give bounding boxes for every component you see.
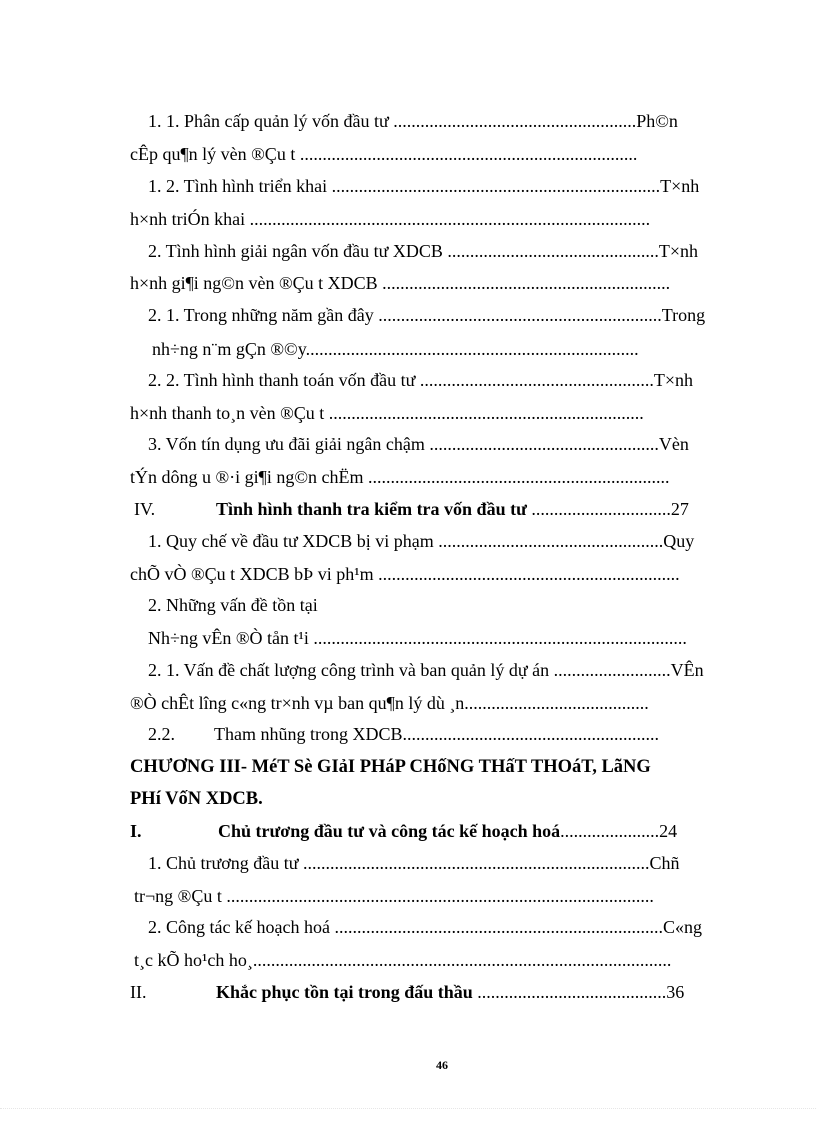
footer-divider [0,1108,816,1109]
section-title: Tình hình thanh tra kiểm tra vốn đầu tư [216,499,527,519]
section-leader: ..........................................36 [472,982,685,1002]
section-number: IV. [134,499,156,519]
toc-line: h×nh gi¶i ng©n vèn ®Çu t XDCB ................................................................ [130,273,671,293]
section-leader: ......................24 [560,821,678,841]
toc-line: cÊp qu¶n lý vèn ®Çu t ........................................................................... [130,144,638,164]
toc-line: tr¬ng ®Çu t ............................................................................................... [134,886,654,906]
toc-line-2-2 [148,723,692,745]
section-number: 2.2. [148,724,175,744]
toc-section-i [130,820,710,842]
section-leader: ...............................27 [526,499,689,519]
toc-line: 2. Những vấn đề tồn tại [148,595,318,615]
toc-line: chÕ vÒ ®Çu t XDCB bÞ vi ph¹m ................................................................... [130,564,680,584]
toc-line: 2. 2. Tình hình thanh toán vốn đầu tư ....................................................T×nh [148,370,694,390]
toc-line: 1. 2. Tình hình triển khai .........................................................................T×nh [148,176,700,196]
toc-line: 1. Chủ trương đầu tư .............................................................................Chñ [148,853,680,873]
toc-line: nh÷ng n¨m gÇn ®©y.......................................................................... [152,339,639,359]
toc-line: tÝn dông u ®·i gi¶i ng©n chËm ................................................................... [130,467,670,487]
toc-line: 2. 1. Vấn đề chất lượng công trình và ban quản lý dự án ..........................VÊn [148,660,704,680]
section-number: II. [130,982,147,1002]
page-number: 46 [436,1058,448,1072]
toc-line: 1. Quy chế về đầu tư XDCB bị vi phạm ..................................................Quy [148,531,695,551]
toc-line: 2. 1. Trong những năm gần đây ...............................................................Trong [148,305,706,325]
toc-line: 2. Tình hình giải ngân vốn đầu tư XDCB ...............................................T×nh [148,241,699,261]
toc-line: ®Ò chÊt lîng c«ng tr×nh vµ ban qu¶n lý dù ¸n......................................... [130,693,649,713]
toc-line: 3. Vốn tín dụng ưu đãi giải ngân chậm ...................................................Vèn [148,434,689,454]
toc-line: h×nh triÓn khai ......................................................................................... [130,209,651,229]
toc-section-ii [130,981,710,1003]
toc-line: 2. Công tác kế hoạch hoá .........................................................................C«ng [148,917,702,937]
chapter-heading: PHí VốN XDCB. [130,789,263,809]
section-title: Khắc phục tồn tại trong đấu thầu [216,982,473,1002]
toc-section-iv [134,498,714,520]
toc-line: 1. 1. Phân cấp quản lý vốn đầu tư ......................................................Ph©n [148,111,678,131]
toc-line: Nh÷ng vÊn ®Ò tån t¹i ................................................................................... [148,628,687,648]
section-text: Tham nhũng trong XDCB......................................................... [214,724,659,744]
toc-line: h×nh thanh to¸n vèn ®Çu t ...................................................................... [130,403,644,423]
chapter-heading: CHƯƠNG III- MéT Sè GIảI PHáP CHốNG THấT THOáT, LãNG [130,757,651,777]
section-title: Chủ trương đầu tư và công tác kế hoạch hoá [218,821,561,841]
section-number: I. [130,821,142,841]
toc-line: t¸c kÕ ho¹ch ho¸............................................................................................. [134,950,672,970]
